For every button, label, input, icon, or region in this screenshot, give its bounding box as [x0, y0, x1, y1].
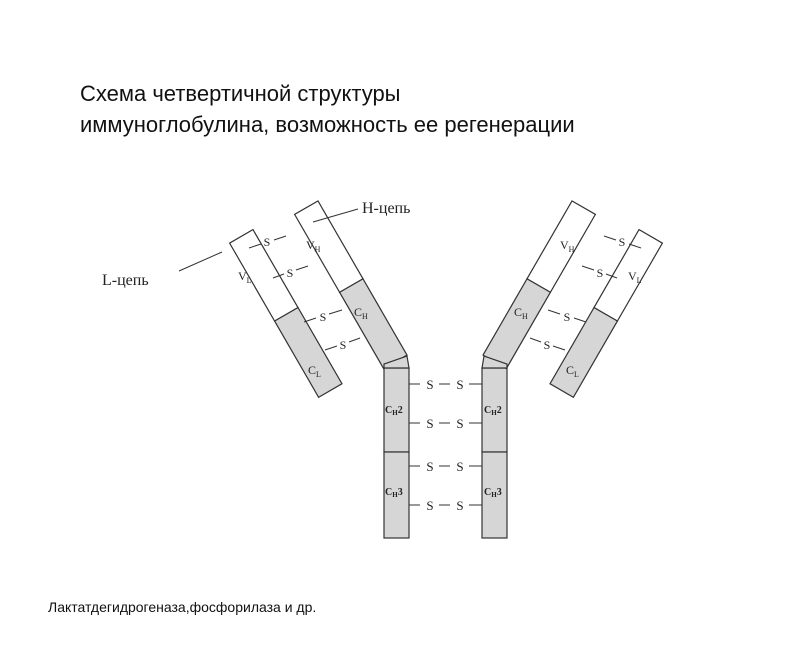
vh-label-right: $V_H$ — [560, 238, 575, 254]
ch2-label-left: $C_H2$ — [385, 405, 403, 417]
l-chain-label: L-цепь — [102, 272, 149, 289]
ch3-label-left: $C_H3$ — [385, 487, 403, 499]
svg-text:S: S — [339, 338, 347, 352]
fab-arm-left — [230, 201, 409, 397]
svg-text:S: S — [426, 459, 434, 474]
svg-text:S: S — [543, 338, 551, 352]
cl-label-left: $C_L$ — [308, 363, 321, 379]
title-line-2: иммуноглобулина, возможность ее регенерации — [80, 112, 575, 137]
svg-text:S: S — [426, 416, 434, 431]
l-chain-leader-line — [179, 252, 222, 271]
ch-label-right: $C_H$ — [514, 305, 528, 321]
fc-region — [384, 368, 507, 538]
inter-heavy-disulfide-bonds — [409, 384, 482, 505]
vh-domain-left — [295, 201, 363, 292]
vl-label-right: $V_L$ — [628, 269, 642, 285]
ch3-label-right: $C_H3$ — [484, 487, 502, 499]
svg-text:S: S — [456, 498, 464, 513]
ch-domain-right — [483, 279, 550, 369]
svg-text:S: S — [286, 266, 294, 280]
svg-text:S: S — [263, 235, 271, 249]
svg-text:S: S — [456, 459, 464, 474]
svg-text:S: S — [456, 416, 464, 431]
svg-text:S: S — [618, 235, 626, 249]
l-chain-callout — [102, 252, 222, 289]
svg-text:S: S — [426, 377, 434, 392]
footnote: Лактатдегидрогеназа,фосфорилаза и др. — [48, 599, 317, 615]
svg-text:S: S — [319, 310, 327, 324]
fab-arm-right — [482, 201, 662, 397]
title-line-1: Схема четвертичной структуры — [80, 81, 401, 106]
svg-text:S: S — [596, 266, 604, 280]
inter-heavy-s-atoms — [426, 377, 463, 513]
svg-text:S: S — [426, 498, 434, 513]
vl-label-left: $V_L$ — [238, 269, 252, 285]
cl-label-right: $C_L$ — [566, 363, 579, 379]
ch-domain-left — [340, 279, 407, 369]
ch-label-left: $C_H$ — [354, 305, 368, 321]
svg-text:S: S — [563, 310, 571, 324]
ch2-label-right: $C_H2$ — [484, 405, 502, 417]
vh-label-left: $V_H$ — [306, 238, 321, 254]
h-chain-label: H-цепь — [362, 200, 411, 217]
svg-text:S: S — [456, 377, 464, 392]
